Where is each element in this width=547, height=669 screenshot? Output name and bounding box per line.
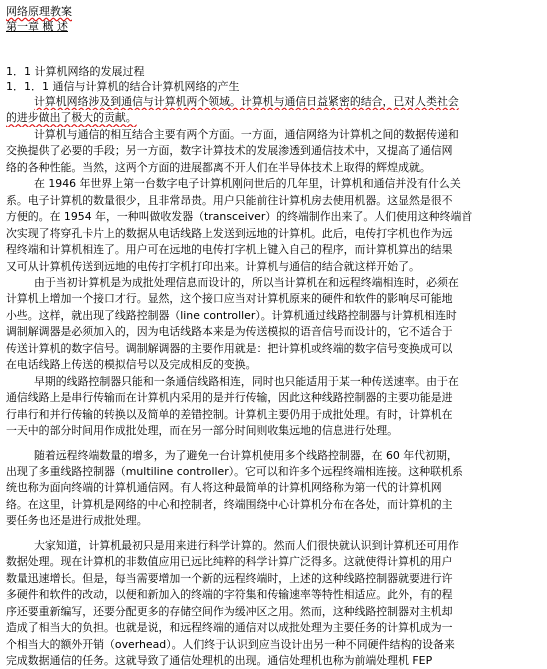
text-line: 大家知道，计算机最初只是用来进行科学计算的。然而人们很快就认识到计算机还可用作 [34, 538, 459, 552]
paragraph-gap [6, 530, 539, 538]
text-line: 个相当大的额外开销（overhead）。人们终于认识到应当设计出另一种不同硬件结构的设备来 [6, 637, 455, 651]
text-line: 计算机上增加一个接口才行。显然，这个接口应当对计算机原来的硬件和软件的影响尽可能地 [6, 292, 453, 306]
chapter-heading [6, 19, 539, 34]
paragraph-gap [6, 440, 539, 448]
text-line: 在 1946 年世界上第一台数字电子计算机刚问世后的几年里，计算机和通信并没有什么关 [34, 177, 461, 191]
text-line: 方便的。在 1954 年，一种叫做收发器（transceiver）的终端制作出来了。人们使用这种终端首 [6, 210, 473, 224]
paragraph [6, 374, 539, 440]
paragraph [6, 127, 539, 176]
text-line: 行串行和并行传输的转换以及简单的差错控制。计算机主要仍用于成批处理。有时，计算机在 [6, 407, 453, 421]
body-text [6, 94, 539, 669]
text-line: 又可从计算机传送到远地的电传打字机打印出来。计算机与通信的结合就这样开始了。 [6, 259, 420, 273]
text-line: 系。电子计算机的数量很少，且非常昂贵。用户只能前往计算机房去使用机器。这显然是很不 [6, 193, 453, 207]
text-line: 络的各种性能。当然，这两个方面的进展都离不开人们在半导体技术上取得的辉煌成就。 [6, 160, 431, 174]
text-line: 调制解调器是必须加入的，因为电话线路本来是为传送模拟的语音信号而设计的，它不适合于 [6, 325, 453, 339]
text-line: 早期的线路控制器只能和一条通信线路相连，同时也只能适用于某一种传送速率。由于在 [34, 374, 459, 388]
text-line: 要任务也还是进行成批处理。 [6, 514, 148, 528]
text-line: 出现了多重线路控制器（multiline controller）。它可以和许多个远程终端相连接。这种联机系 [6, 464, 463, 478]
paragraph [6, 176, 539, 275]
document-title [6, 4, 539, 19]
text-line: 小些。这样，就出现了线路控制器（line controller）。计算机通过线路控制器与计算机相连时 [6, 308, 457, 322]
paragraph [6, 275, 539, 374]
text-line: 数据处理。现在计算机的非数值应用已远比纯粹的科学计算广泛得多。这就使得计算机的用户 [6, 555, 453, 569]
title-text: 网络原理教案 [6, 5, 72, 18]
paragraph [6, 448, 539, 530]
paragraph [6, 538, 539, 669]
text-line: 由于当初计算机是为成批处理信息而设计的，所以当计算机在和远程终端相连时，必须在 [34, 275, 459, 289]
blank-space [6, 34, 539, 64]
text-line: 计算机与通信的相互结合主要有两个方面。一方面，通信网络为计算机之间的数据传递和 [34, 127, 459, 141]
text-line: 传送计算机的数字信号。调制解调器的主要作用就是：把计算机或终端的数字信号变换成可以 [6, 341, 453, 355]
text-line: 交换提供了必要的手段；另一方面，数字计算技术的发展渗透到通信技术中，又提高了通信网 [6, 144, 453, 158]
text-line: 序还要重新编写，还要分配更多的存储空间作为缓冲区之用。然而，这种线路控制器对主机却 [6, 604, 453, 618]
section-heading: 1．1 计算机网络的发展过程 [6, 65, 145, 78]
text-line: 络。在这里，计算机是网络的中心和控制者，终端围绕中心计算机分布在各处，而计算机的主 [6, 497, 453, 511]
text-line: 完成数据通信的任务。这就导致了通信处理机的出现。通信处理机也称为前端处理机 FEP [6, 653, 433, 667]
text-line: 程终端和计算机相连了。用户可在远地的电传打字机上键入自己的程序，而计算机算出的结果 [6, 243, 453, 257]
text-line: 造成了相当大的负担。也就是说，和远程终端的通信对以成批处理为主要任务的计算机成为一 [6, 621, 453, 635]
text-line: 次实现了将穿孔卡片上的数据从电话线路上发送到远地的计算机。此后，电传打字机也作为远 [6, 226, 453, 240]
text-line: 计算机网络涉及到通信与计算机两个领域。计算机与通信日益紧密的结合，已对人类社会 [34, 95, 459, 108]
text-line: 随着远程终端数量的增多，为了避免一台计算机使用多个线路控制器，在 60 年代初期， [34, 448, 458, 462]
text-line: 一天中的部分时间用作成批处理，而在另一部分时间则收集远地的信息进行处理。 [6, 424, 399, 438]
text-line: 数量迅速增长。但是，每当需要增加一个新的远程终端时，上述的这种线路控制器就要进行许 [6, 571, 453, 585]
text-line: 多硬件和软件的改动，以便和新加入的终端的字符集和传输速率等特性相适应。此外，有的程 [6, 588, 453, 602]
text-line: 在电话线路上传送的模拟信号以及完成相反的变换。 [6, 358, 257, 372]
subsection-heading: 1．1．1 通信与计算机的结合计算机网络的产生 [6, 80, 240, 93]
paragraph [6, 94, 539, 127]
text-line: 通信线路上是串行传输而在计算机内采用的是并行传输，因此这种线路控制器的主要功能是进 [6, 391, 453, 405]
chapter-text: 第一章 概 述 [6, 20, 68, 33]
text-line: 的进步做出了极大的贡献。 [6, 111, 137, 125]
text-line: 统也称为面向终端的计算机通信网。有人将这种最简单的计算机网络称为第一代的计算机网 [6, 481, 442, 495]
